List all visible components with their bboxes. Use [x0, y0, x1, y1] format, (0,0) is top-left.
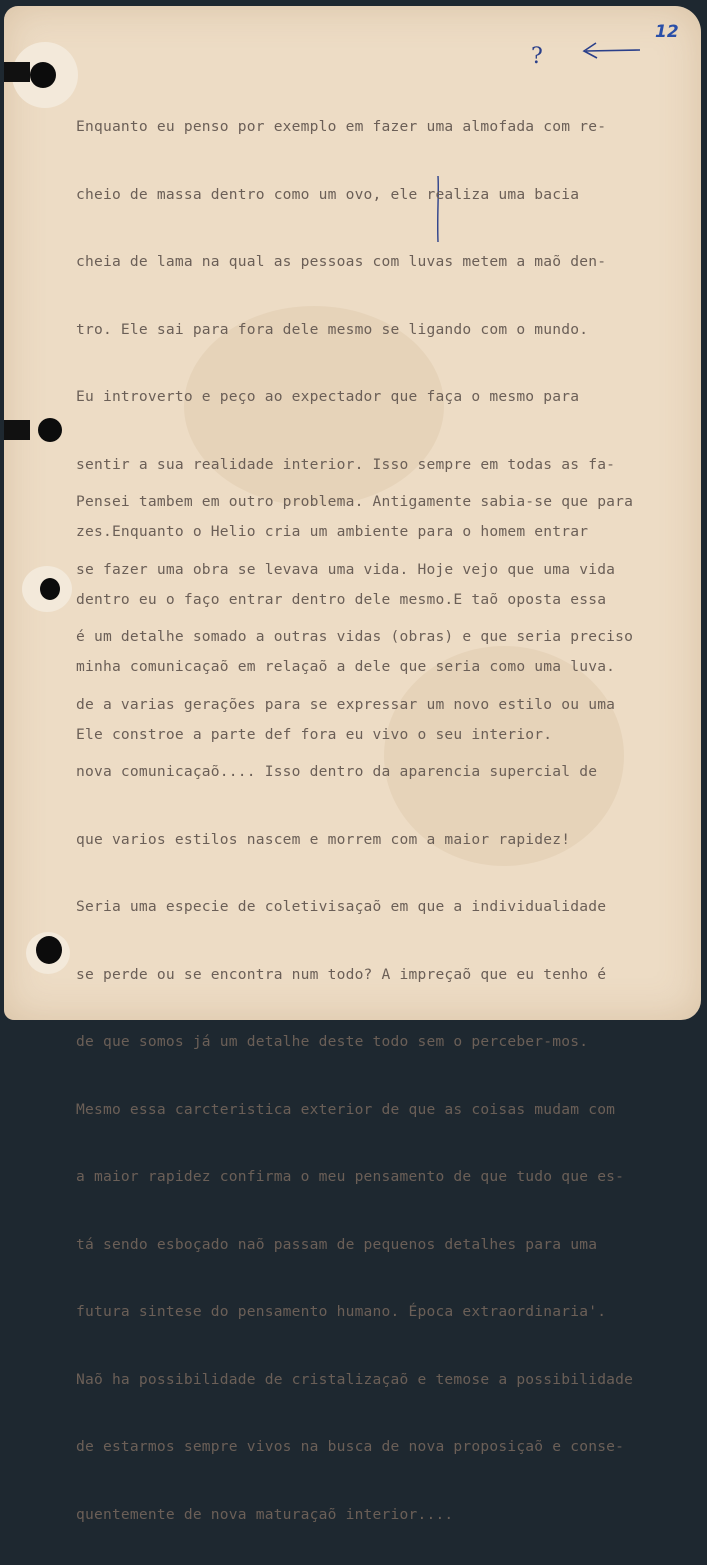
text-line: Mesmo essa carcteristica exterior de que as coisas mudam com: [76, 1100, 616, 1118]
binder-notch: [4, 420, 30, 440]
text-line: cheio de massa dentro como um ovo, ele realiza uma bacia: [76, 185, 580, 203]
margin-question-mark: ?: [531, 44, 543, 69]
text-line: é um detalhe somado a outras vidas (obras) e que seria preciso: [76, 628, 634, 645]
typewritten-page: [4, 6, 701, 1523]
text-line: quentemente de nova maturaçaõ interior....: [76, 1505, 454, 1523]
text-line: Eu introverto e peço ao expectador que faça o mesmo para: [76, 388, 580, 405]
text-line: Pensei tambem em outro problema. Antigamente sabia-se que para: [76, 493, 634, 510]
text-line: Ele constroe a parte def fora eu vivo o seu interior.: [76, 725, 553, 743]
text-line: se perde ou se encontra num todo? A impreçaõ que eu tenho é: [76, 965, 607, 983]
text-line: Seria uma especie de coletivisaçaõ em que a individualidade: [76, 898, 607, 915]
binder-hole: [38, 418, 62, 442]
text-line: Enquanto eu penso por exemplo em fazer uma almofada com re-: [76, 118, 607, 135]
binder-hole: [30, 62, 56, 88]
text-line: de estarmos sempre vivos na busca de nova proposiçaõ e conse-: [76, 1438, 625, 1455]
text-line: nova comunicaçaõ.... Isso dentro da aparencia supercial de: [76, 763, 598, 780]
left-arrow-icon: [578, 40, 648, 62]
text-line: Naõ ha possibilidade de cristalizaçaõ e temose a possibilidade: [76, 1370, 634, 1388]
text-line: a maior rapidez confirma o meu pensamento de que tudo que es-: [76, 1168, 625, 1185]
page-number: 12: [655, 22, 679, 42]
text-line: de que somos já um detalhe deste todo sem o perceber-mos.: [76, 1033, 589, 1050]
paragraph-2: [76, 451, 633, 1565]
text-line: tá sendo esboçado naõ passam de pequenos detalhes para uma: [76, 1235, 598, 1253]
binder-hole: [40, 578, 60, 600]
text-line: que varios estilos nascem e morrem com a maior rapidez!: [76, 830, 571, 848]
text-line: cheia de lama na qual as pessoas com luvas metem a maõ den-: [76, 253, 607, 270]
text-line: sentir a sua realidade interior. Isso sempre em todas as fa-: [76, 455, 616, 473]
text-line: minha comunicaçaõ em relaçaõ a dele que seria como uma luva.: [76, 658, 616, 675]
text-line: se fazer uma obra se levava uma vida. Hoje vejo que uma vida: [76, 560, 616, 578]
text-line: tro. Ele sai para fora dele mesmo se ligando com o mundo.: [76, 320, 589, 338]
binder-notch: [4, 62, 30, 82]
text-line: futura sintese do pensamento humano. Época extraordinaria'.: [76, 1303, 607, 1320]
text-line: zes.Enquanto o Helio cria um ambiente para o homem entrar: [76, 523, 589, 540]
text-line: de a varias gerações para se expressar um novo estilo ou uma: [76, 695, 616, 713]
text-line: dentro eu o faço entrar dentro dele mesmo.E taõ oposta essa: [76, 590, 607, 608]
binder-hole: [36, 936, 62, 964]
